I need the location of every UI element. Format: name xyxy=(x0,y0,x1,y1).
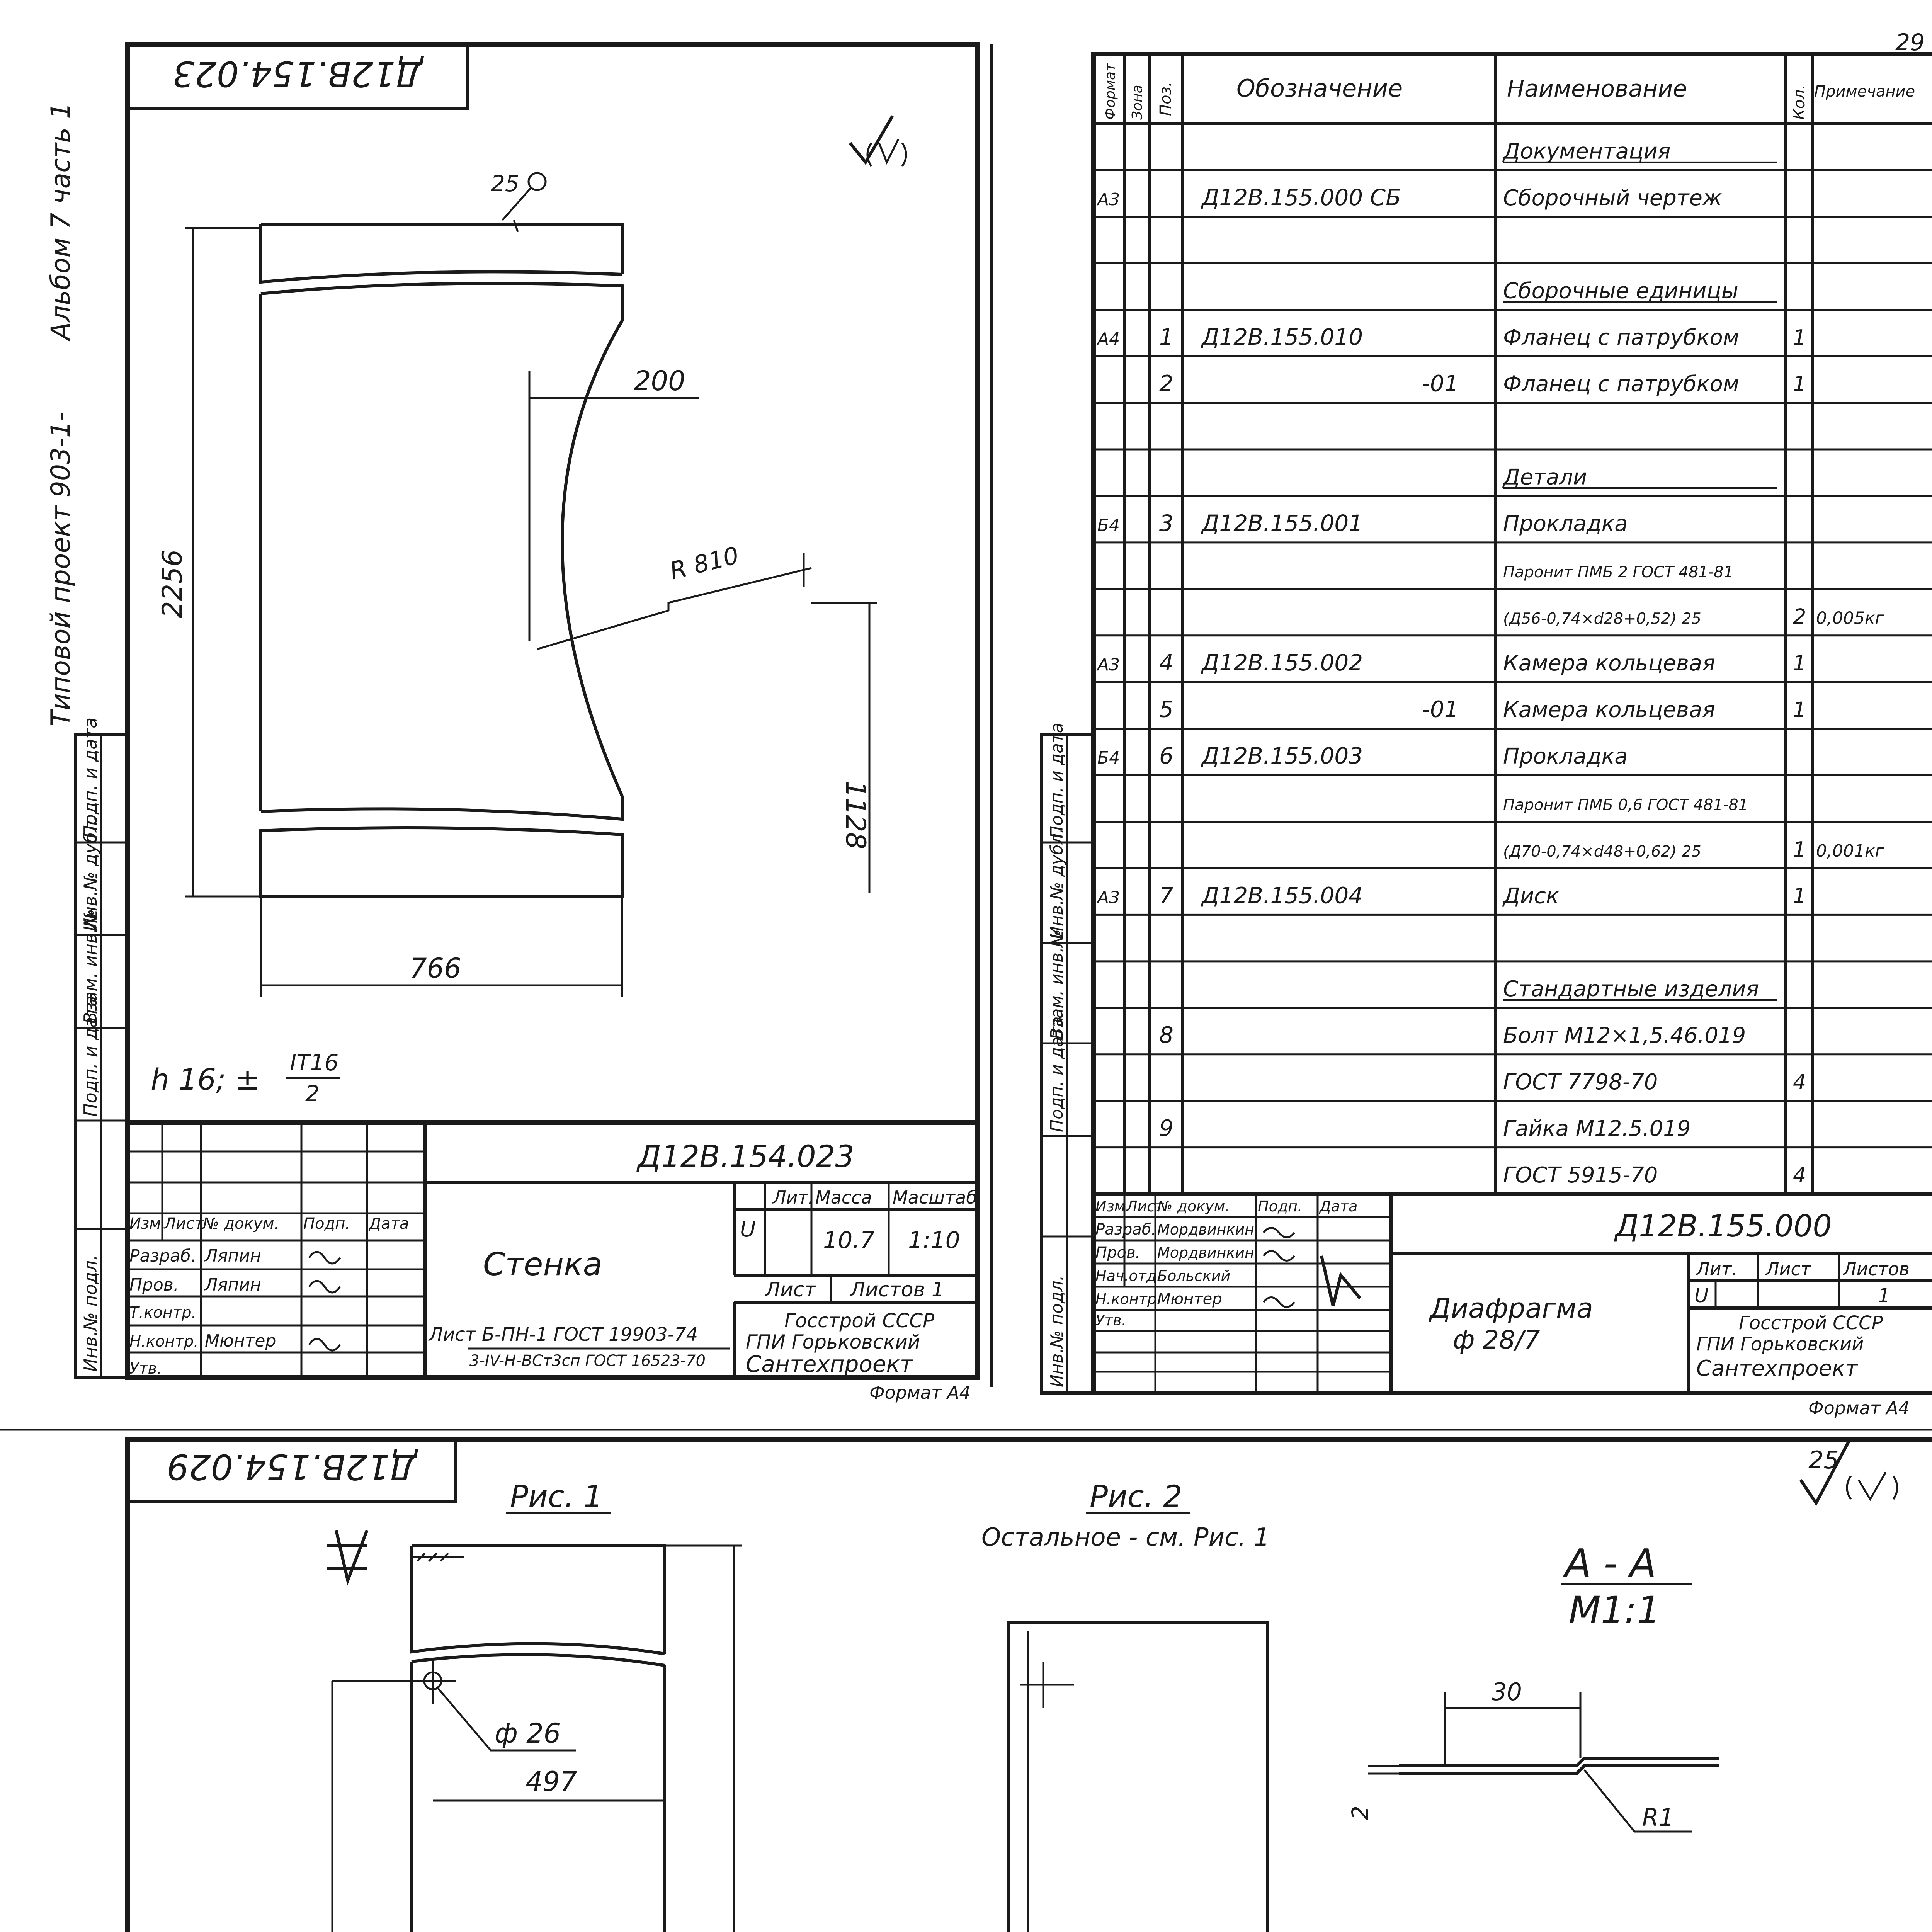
spec-cell-qty: 1 xyxy=(1793,697,1806,722)
sheet2-tb-r3-name: Больский xyxy=(1157,1267,1231,1284)
sheet1-title-block xyxy=(128,1122,978,1403)
spec-head-format: Формат xyxy=(1102,63,1118,120)
dim-2256: 2256 xyxy=(156,549,188,618)
dim-r1: R1 xyxy=(1642,1803,1674,1832)
sheet1-tb-r2-name: Ляпин xyxy=(205,1275,261,1295)
spec-cell-pos: 2 xyxy=(1159,370,1173,397)
spec-cell-format: А3 xyxy=(1097,189,1120,209)
spec-head-note: Примечание xyxy=(1814,83,1915,100)
sheet2-tb-sheets-head: Листов xyxy=(1843,1259,1910,1279)
sheet2-tb-r1-name: Мордвинкин xyxy=(1157,1221,1254,1238)
sheet2-tb-lit-head: Лит. xyxy=(1696,1259,1737,1279)
spec-cell-pos: 4 xyxy=(1159,650,1173,676)
sheet2-tb-sheet-head: Лист xyxy=(1766,1259,1811,1279)
spec-cell-name: Сборочный чертеж xyxy=(1503,185,1722,211)
spec-cell-code: Д12В.155.000 СБ xyxy=(1202,184,1401,211)
spec-cell-code: -01 xyxy=(1422,696,1459,723)
spec-cell-name: Паронит ПМБ 0,6 ГОСТ 481-81 xyxy=(1503,796,1748,814)
spec-cell-name: Сборочные единицы xyxy=(1503,278,1738,304)
sheet1-tb-r3-role: Т.контр. xyxy=(129,1304,197,1321)
spec-cell-format: А4 xyxy=(1097,329,1120,349)
spec-cell-name: Паронит ПМБ 2 ГОСТ 481-81 xyxy=(1503,563,1734,582)
spec-cell-pos: 6 xyxy=(1159,742,1173,769)
sheet2-tb-r0c5: Дата xyxy=(1320,1198,1358,1215)
spec-cell-note: 0,001кг xyxy=(1816,841,1884,861)
dim-r810: R 810 xyxy=(667,541,742,585)
spec-cell-name: Прокладка xyxy=(1503,743,1628,769)
spec-cell-name: Диск xyxy=(1503,883,1559,909)
spec-head-pos: Поз. xyxy=(1157,82,1175,116)
spec-cell-name: Камера кольцевая xyxy=(1503,697,1715,723)
sheet1-side-label-3: Взам. инв.№ xyxy=(80,909,101,1024)
sheet2-tb-title2: ф 28/7 xyxy=(1453,1325,1540,1355)
dim-2: 2 xyxy=(1347,1806,1373,1820)
sheet2-tb-r4-name: Мюнтер xyxy=(1157,1290,1222,1308)
spec-cell-code: Д12В.155.003 xyxy=(1202,742,1363,769)
sheet2-tb-format: Формат А4 xyxy=(1808,1398,1910,1418)
sheet3-fig2-note: Остальное - см. Рис. 1 xyxy=(981,1523,1270,1552)
sheet1-tb-sheet-head: Лист xyxy=(765,1278,816,1301)
spec-head-zone: Зона xyxy=(1129,85,1145,120)
sheet2-side-label-4: Подп. и дата xyxy=(1047,1016,1067,1132)
sheet1-tb-r4-name: Мюнтер xyxy=(205,1331,276,1351)
sheet1-tb-r0c4: Подп. xyxy=(303,1215,350,1233)
sheet1-tb-title: Стенка xyxy=(483,1246,602,1283)
spec-cell-name: Стандартные изделия xyxy=(1503,976,1759,1002)
sheet2-spec-rows xyxy=(1094,139,1932,1194)
spec-cell-pos: 1 xyxy=(1159,324,1173,350)
sheet2-tb-org1: Госстрой СССР xyxy=(1739,1312,1883,1334)
spec-cell-code: -01 xyxy=(1422,370,1459,397)
sheet1-tb-scale: 1:10 xyxy=(908,1227,960,1254)
sheet2 xyxy=(1041,54,1932,1418)
sheet1-part-outline xyxy=(261,224,622,896)
spec-cell-pos: 3 xyxy=(1159,510,1173,536)
spec-cell-name: (Д70-0,74×d48+0,62) 25 xyxy=(1503,842,1701,861)
sheet2-side-label-5: Инв.№ подл. xyxy=(1047,1275,1067,1387)
sheet3-code-rotated: Д12В.154.029 xyxy=(167,1446,417,1487)
dim-766: 766 xyxy=(410,952,461,984)
sheet1-tb-r1-name: Ляпин xyxy=(205,1246,261,1266)
sheet1-side-label-4: Подп. и дата xyxy=(80,995,101,1117)
spec-cell-name: ГОСТ 7798-70 xyxy=(1503,1070,1658,1095)
sheet1-tolerance-num: IT16 xyxy=(290,1049,339,1076)
sheet2-tb-org2: ГПИ Горьковский xyxy=(1696,1333,1864,1355)
sheet2-side-label-1: Подп. и дата xyxy=(1047,723,1067,838)
sheet1-tb-mass: 10.7 xyxy=(823,1227,875,1254)
page-number: 29 xyxy=(1895,29,1925,56)
dim-30: 30 xyxy=(1492,1678,1522,1706)
sheet2-tb-r2-role: Пров. xyxy=(1095,1244,1141,1262)
spec-cell-qty: 1 xyxy=(1793,651,1806,676)
sheet2-tb-sheets: 1 xyxy=(1878,1284,1890,1307)
sheet2-title-block xyxy=(1094,1194,1932,1418)
sheet1-tb-r1-role: Разраб. xyxy=(129,1246,196,1266)
spec-cell-format: А3 xyxy=(1097,655,1120,675)
sheet1-side-label-1: Подп. и дата xyxy=(80,717,101,838)
spec-cell-pos: 5 xyxy=(1159,696,1173,723)
sheet3-fig1-label: Рис. 1 xyxy=(510,1480,603,1514)
spec-head-name: Наименование xyxy=(1507,75,1687,102)
sheet1-tb-sheets-head: Листов 1 xyxy=(850,1278,944,1301)
spec-cell-name: ГОСТ 5915-70 xyxy=(1503,1162,1658,1188)
sheet1-tb-r5-role: Утв. xyxy=(129,1360,162,1378)
sheet1-tb-lit-head: Лит. xyxy=(773,1187,814,1208)
sheet1-project-label: Типовой проект 903-1- xyxy=(46,412,76,726)
sheet1-album-label: Альбом 7 часть 1 xyxy=(46,102,76,340)
sheet1-side-label-5: Инв.№ подл. xyxy=(80,1255,101,1372)
spec-cell-qty: 2 xyxy=(1793,604,1806,629)
sheet1-side-label-2: Инв.№ дубл. xyxy=(80,815,101,931)
sheet1-tb-org3: Сантехпроект xyxy=(746,1351,913,1377)
sheet1-tb-material-bottom: 3-IV-Н-ВСт3сп ГОСТ 16523-70 xyxy=(469,1352,706,1370)
sheet2-side-label-2: Инв.№ дубл. xyxy=(1047,828,1067,939)
spec-head-code: Обозначение xyxy=(1236,74,1403,102)
sheet3-section-scale: М1:1 xyxy=(1569,1588,1661,1632)
spec-cell-name: Детали xyxy=(1503,464,1587,490)
spec-cell-name: Документация xyxy=(1503,139,1671,164)
sheet1-tb-mass-head: Масса xyxy=(815,1187,872,1208)
spec-cell-name: (Д56-0,74×d28+0,52) 25 xyxy=(1503,610,1701,628)
dim-1128: 1128 xyxy=(840,781,871,850)
spec-cell-code: Д12В.155.002 xyxy=(1202,650,1363,676)
sheet1-tb-org2: ГПИ Горьковский xyxy=(746,1331,920,1353)
dim-200: 200 xyxy=(634,365,685,397)
sheet3-fig1-part xyxy=(298,1530,753,1932)
sheet1-tb-material-top: Лист Б-ПН-1 ГОСТ 19903-74 xyxy=(429,1324,698,1345)
sheet2-tb-r3-role: Нач.отд. xyxy=(1095,1267,1162,1284)
spec-cell-name: Фланец с патрубком xyxy=(1503,371,1739,397)
spec-cell-name: Фланец с патрубком xyxy=(1503,325,1739,350)
spec-cell-pos: 8 xyxy=(1159,1022,1173,1048)
sheet2-tb-r1-role: Разраб. xyxy=(1095,1221,1156,1238)
spec-cell-qty: 1 xyxy=(1793,372,1806,396)
spec-cell-code: Д12В.155.001 xyxy=(1202,510,1363,536)
sheet2-tb-r2-name: Мордвинкин xyxy=(1157,1244,1254,1261)
sheet1-tb-r0c5: Дата xyxy=(369,1215,409,1233)
sheet2-tb-r5-role: Утв. xyxy=(1095,1312,1126,1329)
sheet1-tb-code: Д12В.154.023 xyxy=(638,1139,855,1174)
sheet1-roughness-25: 25 xyxy=(491,170,519,197)
sheet1 xyxy=(46,44,978,1403)
sheet3 xyxy=(75,1437,1932,1932)
dim-497: 497 xyxy=(526,1766,577,1798)
spec-cell-format: Б4 xyxy=(1097,515,1120,535)
sheet2-tb-code: Д12В.155.000 xyxy=(1615,1209,1832,1244)
sheet3-section-label: А - А xyxy=(1565,1541,1656,1586)
spec-cell-name: Гайка М12.5.019 xyxy=(1503,1116,1691,1141)
sheet3-roughness-mark xyxy=(1801,1437,1897,1503)
sheet1-tolerance: h 16; ± xyxy=(151,1062,260,1097)
spec-cell-note: 0,005кг xyxy=(1816,608,1884,628)
sheet2-tb-r4-role: Н.контр. xyxy=(1095,1291,1162,1308)
spec-cell-code: Д12В.155.004 xyxy=(1202,882,1363,909)
sheet2-tb-r0c2: Лист xyxy=(1126,1198,1164,1215)
spec-cell-name: Камера кольцевая xyxy=(1503,651,1715,676)
sheet2-tb-lit: U xyxy=(1694,1284,1709,1307)
dim-phi26: ф 26 xyxy=(495,1718,561,1749)
sheet1-tb-r0c3: № докум. xyxy=(203,1215,279,1233)
sheet1-tb-r2-role: Пров. xyxy=(129,1275,179,1295)
sheet3-roughness-value: 25 xyxy=(1808,1446,1839,1474)
sheet1-tb-r0c1: Изм. xyxy=(129,1215,166,1233)
spec-cell-pos: 9 xyxy=(1159,1115,1173,1141)
sheet2-side-label-3: Взам. инв.№ xyxy=(1047,929,1067,1039)
sheet1-tb-r4-role: Н.контр. xyxy=(129,1333,199,1350)
spec-cell-name: Прокладка xyxy=(1503,511,1628,536)
sheet3-fig2-part xyxy=(875,1623,1267,1932)
spec-cell-name: Болт М12×1,5.46.019 xyxy=(1503,1023,1746,1048)
spec-cell-format: Б4 xyxy=(1097,748,1120,768)
sheet1-frame xyxy=(128,44,978,1378)
sheet3-fig2-label: Рис. 2 xyxy=(1090,1480,1182,1514)
spec-head-qty: Кол. xyxy=(1791,84,1808,120)
sheet1-tolerance-den: 2 xyxy=(305,1080,320,1107)
sheet3-section-detail xyxy=(1347,1678,1719,1832)
spec-cell-format: А3 xyxy=(1097,888,1120,908)
spec-cell-code: Д12В.155.010 xyxy=(1202,324,1363,350)
spec-cell-qty: 4 xyxy=(1793,1070,1806,1095)
spec-cell-qty: 4 xyxy=(1793,1163,1806,1187)
sheet2-tb-r0c1: Изм. xyxy=(1095,1198,1130,1215)
spec-cell-qty: 1 xyxy=(1793,325,1806,350)
sheet1-tb-scale-head: Масштаб xyxy=(893,1187,977,1208)
sheet2-tb-r0c4: Подп. xyxy=(1258,1198,1303,1215)
spec-cell-qty: 1 xyxy=(1793,884,1806,908)
sheet1-tb-org1: Госстрой СССР xyxy=(784,1310,935,1332)
sheet1-tb-lit: U xyxy=(740,1217,756,1242)
spec-cell-qty: 1 xyxy=(1793,837,1806,862)
sheet1-roughness-mark xyxy=(850,116,906,166)
spec-cell-pos: 7 xyxy=(1159,882,1173,909)
sheet2-tb-title1: Диафрагма xyxy=(1430,1293,1593,1324)
sheet1-tb-format: Формат А4 xyxy=(869,1382,971,1403)
sheet2-tb-org3: Сантехпроект xyxy=(1696,1356,1858,1381)
sheet2-tb-r0c3: № докум. xyxy=(1157,1198,1230,1215)
sheet1-tb-r0c2: Лист xyxy=(164,1215,204,1233)
sheet1-code-rotated: Д12В.154.023 xyxy=(172,53,423,94)
